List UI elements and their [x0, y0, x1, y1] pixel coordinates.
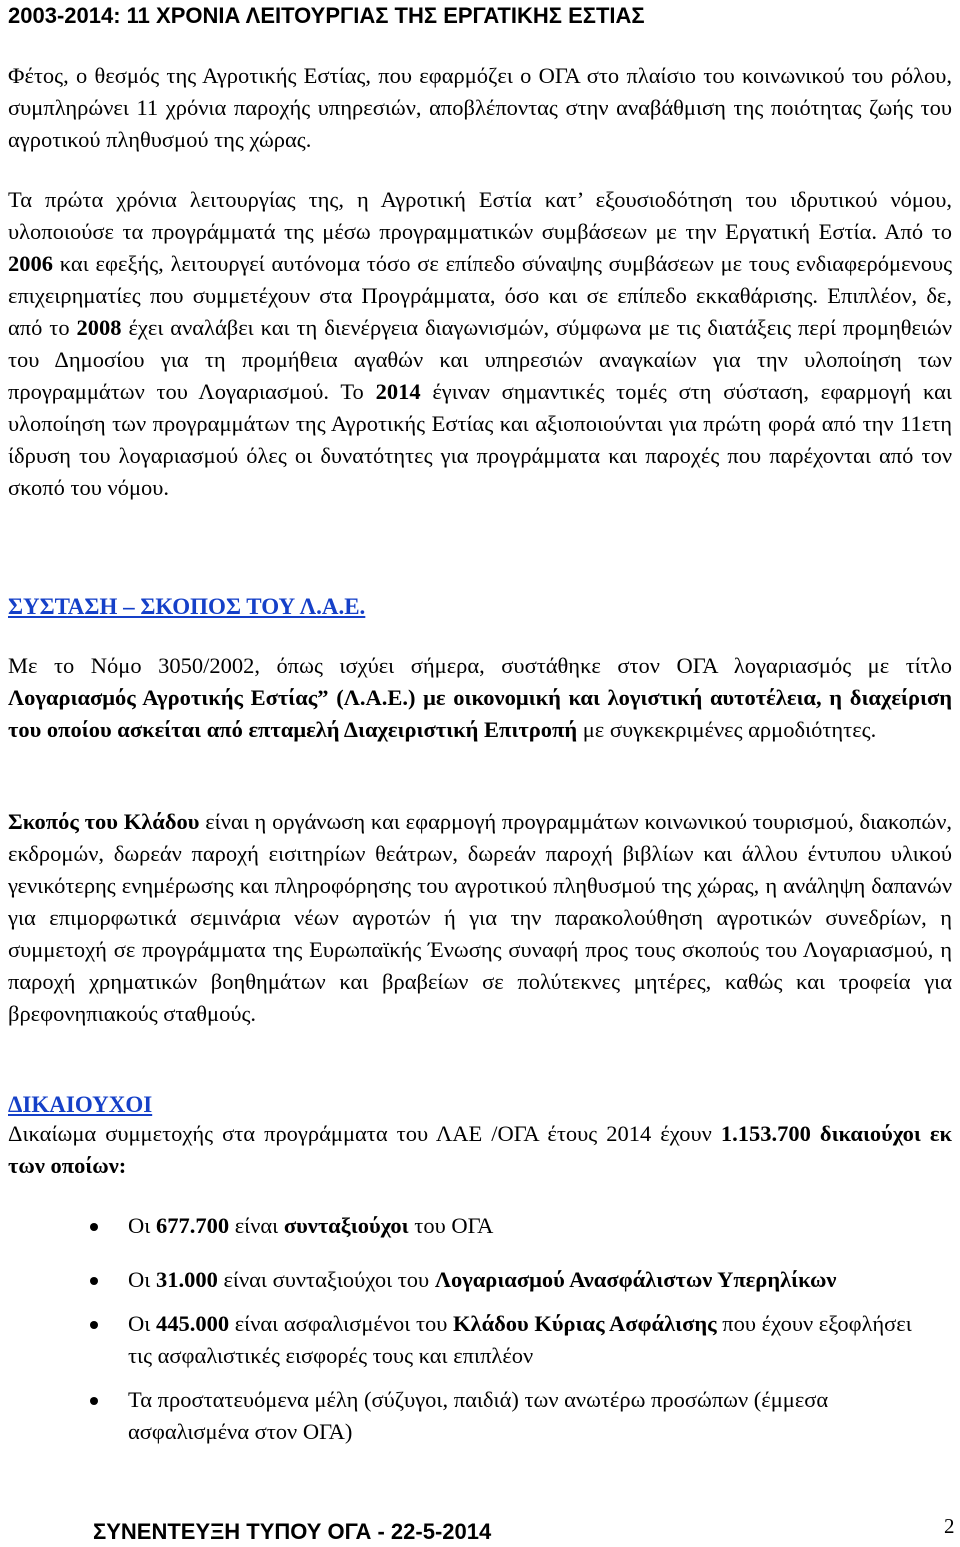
list-item: Οι 677.700 είναι συνταξιούχοι του ΟΓΑ	[0, 1210, 960, 1242]
page-number: 2	[944, 1514, 955, 1538]
establishment-text-1: Με το Νόμο 3050/2002, όπως ισχύει σήμερα, συστάθηκε στον ΟΓΑ λογαριασμός με τίτλο	[8, 653, 952, 678]
section-title-beneficiaries: ΔΙΚΑΙΟΥΧΟΙ	[8, 1092, 153, 1117]
establishment-text-2: με συγκεκριμένες αρμοδιότητες.	[577, 717, 877, 742]
establishment-bold: Λογαριασμός Αγροτικής Εστίας” (Λ.Α.Ε.) με οικονομική και λογιστική αυτοτέλεια, η διαχείριση του οποίου ασκείται από επταμελή Διαχειριστική Επιτροπή	[8, 685, 952, 742]
purpose-text: είναι η οργάνωση και εφαρμογή προγραμμάτων κοινωνικού τουρισμού, διακοπών, εκδρομών, δωρεάν παροχή εισιτηρίων θεάτρων, δωρεάν παροχή βιβλίων και άλλου έντυπου υλικού γενικότερης ενημέρωσης και πληροφόρησης του αγροτικού πληθυσμού της χώρας, η ανάληψη δαπανών για επιμορφωτικά σεμινάρια νέων αγροτών ή για την παρακολούθηση αγροτικών συνεδρίων, η συμμετοχή σε προγράμματα της Ευρωπαϊκής Ένωσης συναφή προς τους σκοπούς του Λογαριασμού, η παροχή χρηματικών βοηθημάτων και βραβείων σε πολύτεκνες μητέρες, καθώς και τροφεία για βρεφονηπιακούς σταθμούς.	[8, 809, 953, 1026]
history-text-3: έχει αναλάβει και τη διενέργεια διαγωνισμών, σύμφωνα με τις διατάξεις περί προμηθειών του Δημοσίου για τη προμήθεια αγαθών και υπηρεσιών αναγκαίων για την υλοποίηση των προγραμμάτων του Λογαριασμού. Το	[8, 315, 952, 404]
beneficiaries-text: Δικαίωμα συμμετοχής στα προγράμματα του ΛΑΕ /ΟΓΑ έτους 2014 έχουν	[8, 1121, 721, 1146]
list-item: Τα προστατευόμενα μέλη (σύζυγοι, παιδιά) των ανωτέρω προσώπων (έμμεσα ασφαλισμένα στον ΟΓΑ)	[0, 1384, 960, 1448]
year-2006: 2006	[8, 251, 53, 276]
establishment-paragraph	[8, 650, 952, 746]
year-2008: 2008	[76, 315, 122, 340]
intro-paragraph: Φέτος, ο θεσμός της Αγροτικής Εστίας, που εφαρμόζει ο ΟΓΑ στο πλαίσιο του κοινωνικού του ρόλου, συμπληρώνει 11 χρόνια παροχής υπηρεσιών, αποβλέποντας στην αναβάθμιση της ποιότητας ζωής του αγροτικού πληθυσμού της χώρας.	[8, 63, 952, 152]
history-text-2: και εφεξής, λειτουργεί αυτόνομα τόσο σε επίπεδο σύναψης συμβάσεων με τους ενδιαφερόμενους επιχειρηματίες που συμμετέχουν στα Προγράμματα, όσο και σε επίπεδο εκκαθάρισης. Επιπλέον, δε, από το	[8, 251, 952, 340]
beneficiaries-bold: 1.153.700 δικαιούχοι εκ των οποίων:	[8, 1121, 952, 1178]
bullet-icon	[90, 1397, 98, 1405]
beneficiaries-paragraph	[8, 1118, 952, 1182]
bullet-icon	[90, 1223, 98, 1231]
bullet-icon	[90, 1321, 98, 1329]
history-text-1: Τα πρώτα χρόνια λειτουργίας της, η Αγροτική Εστία κατ’ εξουσιοδότηση του ιδρυτικού νόμου, υλοποιούσε τα προγράμματά της μέσω προγραμματικών συμβάσεων με την Εργατική Εστία. Από το	[8, 187, 952, 244]
bullet-icon	[90, 1277, 98, 1285]
history-text-4: έγιναν σημαντικές τομές στη σύσταση, εφαρμογή και υλοποίηση των προγραμμάτων της Αγροτικής Εστίας και αξιοποιούνται για πρώτη φορά από την 11ετη ίδρυση του λογαριασμού όλες οι δυνατότητες για προγράμματα και παροχές που παρέχονται από τον σκοπό του νόμου.	[8, 379, 952, 500]
purpose-paragraph	[8, 806, 952, 1030]
year-2014: 2014	[375, 379, 421, 404]
section-title-establishment: ΣΥΣΤΑΣΗ – ΣΚΟΠΟΣ ΤΟΥ Λ.Α.Ε.	[8, 594, 366, 619]
page-heading: 2003-2014: 11 ΧΡΟΝΙΑ ΛΕΙΤΟΥΡΓΙΑΣ ΤΗΣ ΕΡΓΑΤΙΚΗΣ ΕΣΤΙΑΣ	[8, 3, 645, 28]
history-paragraph	[8, 184, 952, 504]
purpose-bold: Σκοπός του Κλάδου	[8, 809, 200, 834]
list-item: Οι 445.000 είναι ασφαλισμένοι του Κλάδου Κύριας Ασφάλισης που έχουν εξοφλήσει τις ασφαλιστικές εισφορές τους και επιπλέον	[0, 1308, 960, 1372]
list-item: Οι 31.000 είναι συνταξιούχοι του Λογαριασμού Ανασφάλιστων Υπερηλίκων	[0, 1264, 960, 1296]
page-footer: ΣΥΝΕΝΤΕΥΞΗ ΤΥΠΟΥ ΟΓΑ - 22-5-2014	[93, 1519, 492, 1544]
beneficiaries-list	[0, 1210, 960, 1448]
